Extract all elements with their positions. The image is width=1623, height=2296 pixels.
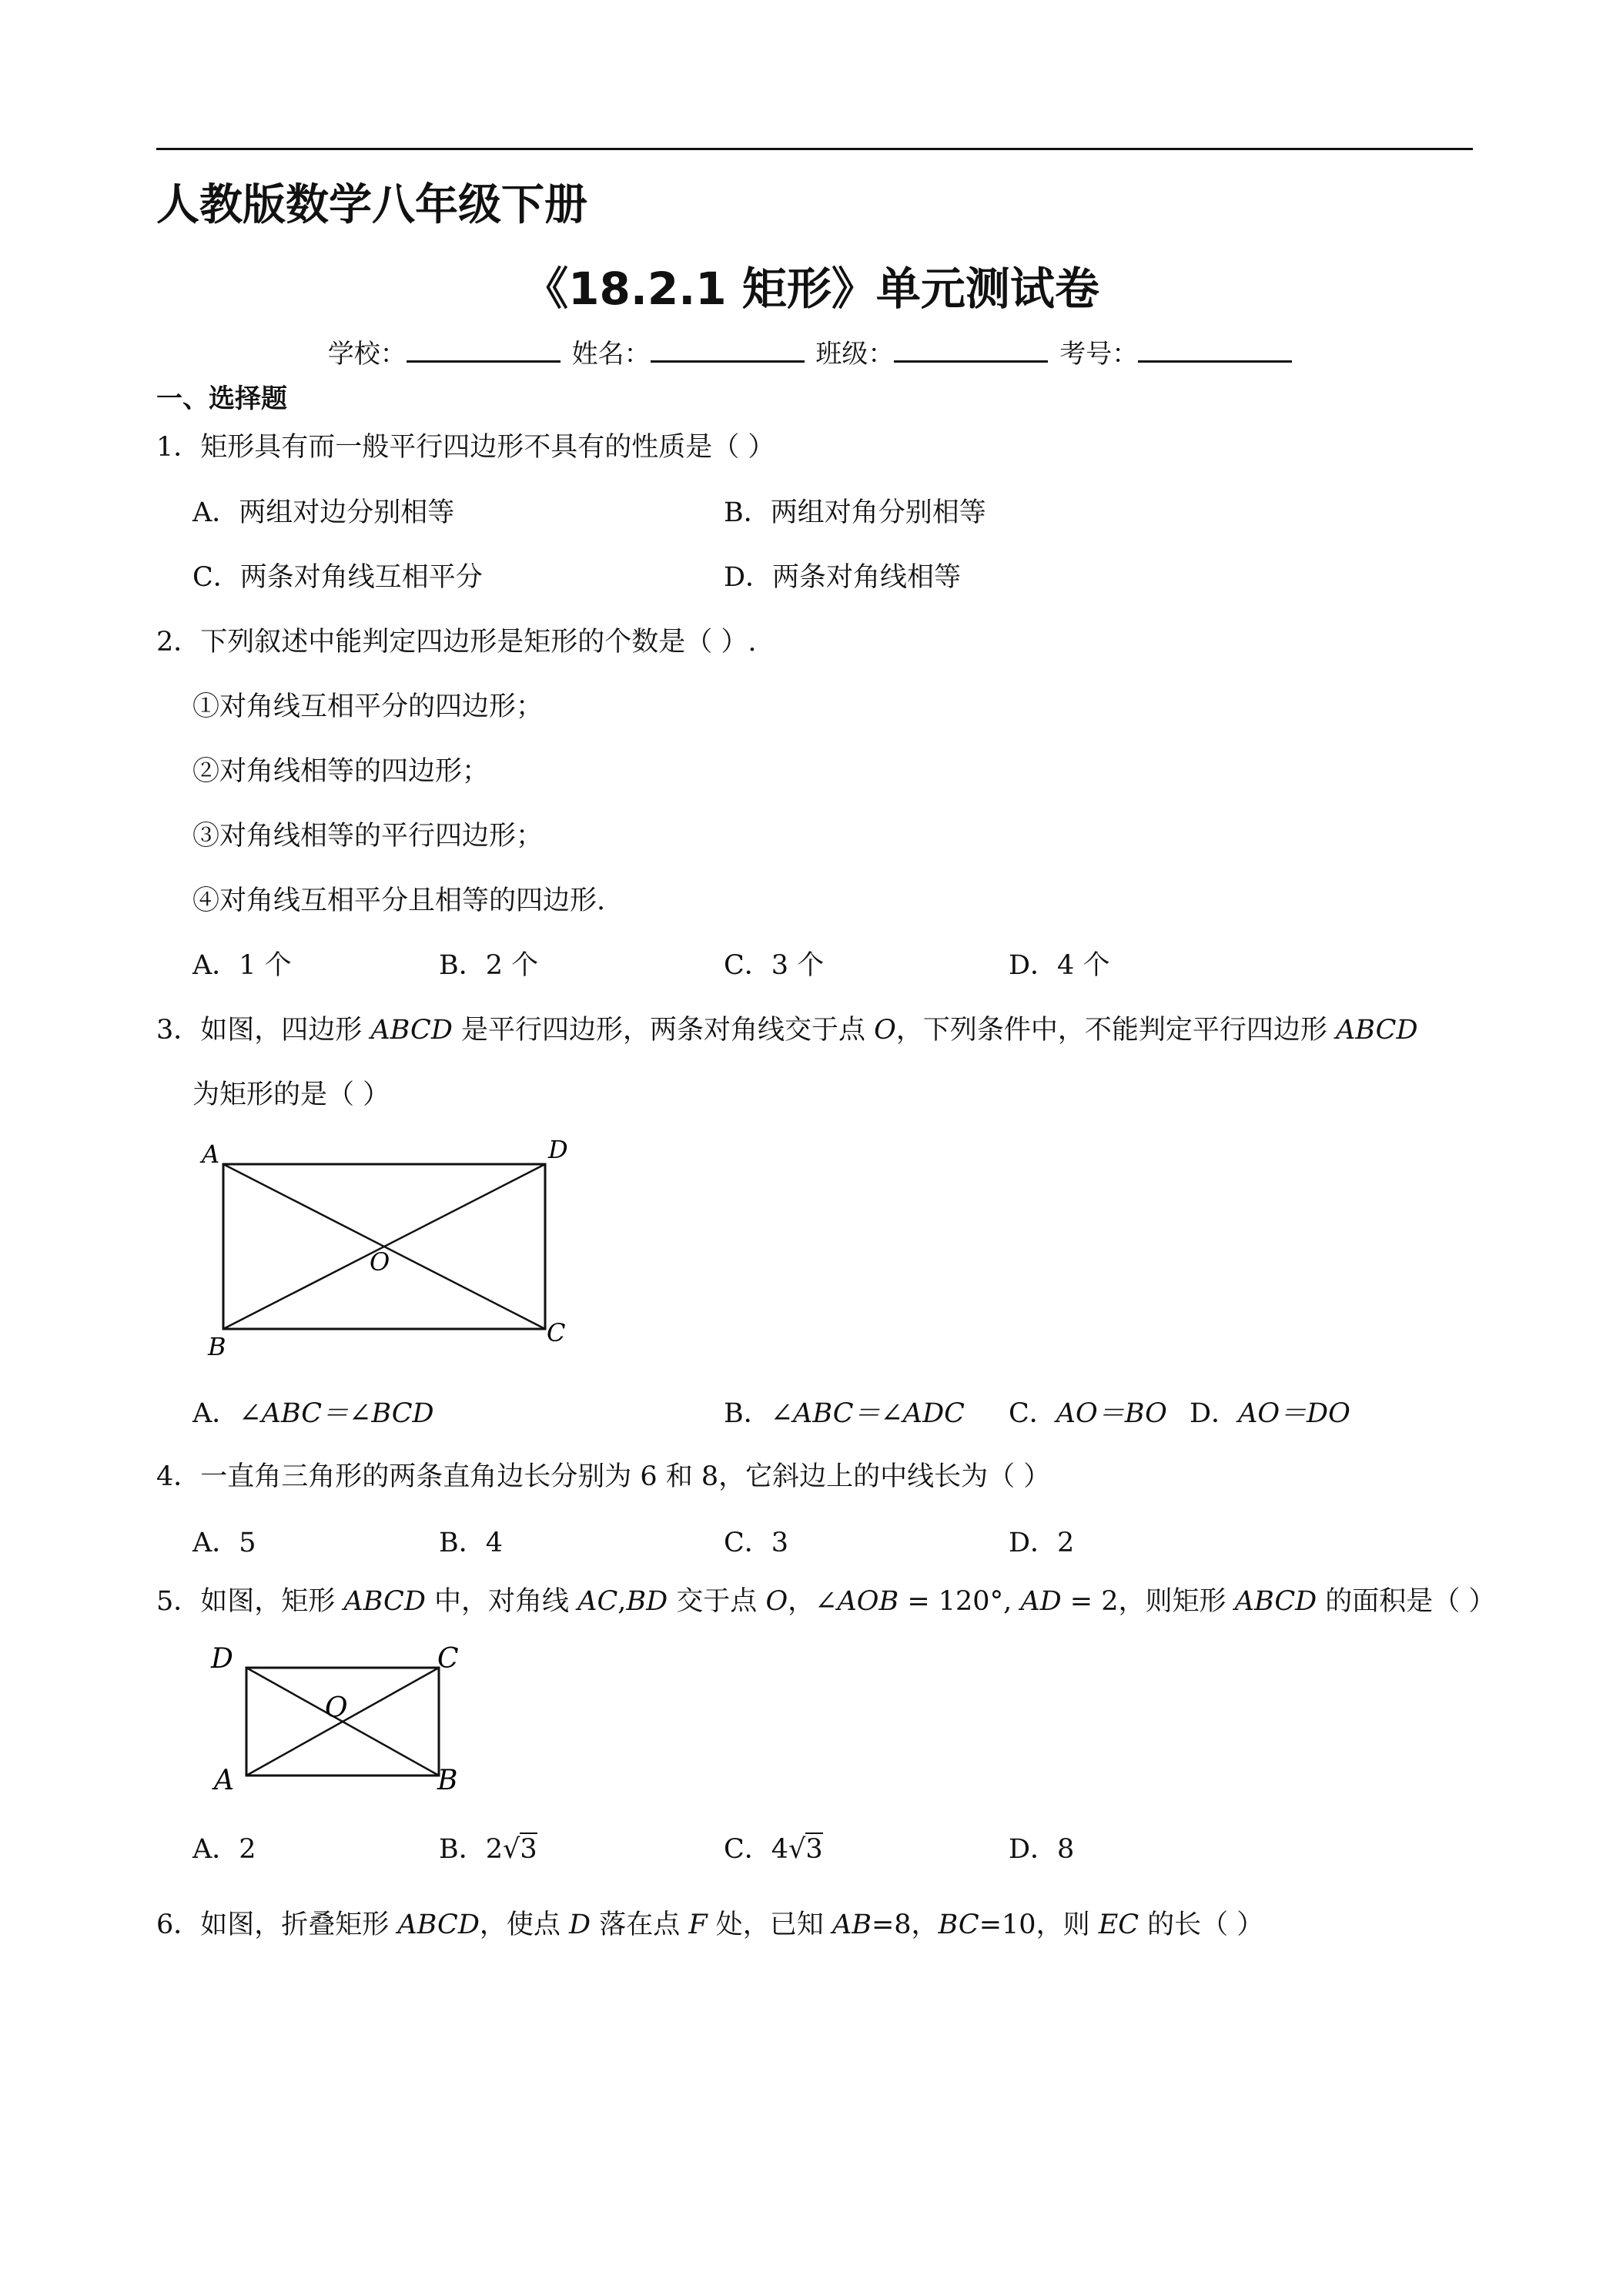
q3-label-d: D [548, 1135, 568, 1164]
q4-option-a[interactable]: A．5 [192, 1528, 256, 1558]
class-label: 班级： [815, 339, 895, 370]
class-blank[interactable] [894, 337, 1048, 363]
q5-label-a: A [214, 1765, 234, 1796]
q3-option-a[interactable]: A．∠ABC＝∠BCD [192, 1398, 434, 1429]
q2-stem: 2．下列叙述中能判定四边形是矩形的个数是（ ）. [156, 627, 757, 658]
q4-option-b[interactable]: B．4 [439, 1528, 503, 1558]
exam-number-blank[interactable] [1138, 337, 1292, 363]
name-blank[interactable] [651, 337, 805, 363]
q1-option-b[interactable]: B．两组对角分别相等 [724, 497, 986, 528]
q5-label-b: B [437, 1765, 458, 1796]
book-title: 人教版数学八年级下册 [156, 180, 587, 230]
q1-option-a[interactable]: A．两组对边分别相等 [192, 497, 455, 528]
school-blank[interactable] [407, 337, 561, 363]
q3-option-b[interactable]: B．∠ABC＝∠ADC [724, 1398, 965, 1429]
name-label: 姓名： [571, 339, 651, 370]
q1-stem: 1．矩形具有而一般平行四边形不具有的性质是（ ） [156, 432, 775, 463]
q4-option-c[interactable]: C．3 [724, 1528, 789, 1558]
q5-figure [200, 1632, 485, 1802]
q2-option-c[interactable]: C．3 个 [724, 950, 825, 981]
school-label: 学校： [327, 339, 407, 370]
q6-stem: 6．如图，折叠矩形 ABCD，使点 D 落在点 F 处，已知 AB=8，BC=10，则 EC 的长（ ） [156, 1909, 1264, 1940]
q5-option-b[interactable]: B．2√3 [439, 1834, 537, 1865]
page-title: 《18.2.1 矩形》单元测试卷 [524, 263, 1099, 315]
q2-item-2: ②对角线相等的四边形； [192, 756, 490, 787]
q2-option-a[interactable]: A．1 个 [192, 950, 292, 981]
q5-option-a[interactable]: A．2 [192, 1834, 256, 1865]
q3-stem: 3．如图，四边形 ABCD 是平行四边形，两条对角线交于点 O，下列条件中，不能判定平行四边形 ABCD [156, 1015, 1418, 1046]
q3-figure [192, 1132, 593, 1363]
q5-label-o: O [325, 1692, 348, 1724]
q2-option-b[interactable]: B．2 个 [439, 950, 539, 981]
q2-option-d[interactable]: D．4 个 [1009, 950, 1110, 981]
q3-label-b: B [208, 1332, 226, 1361]
section-title: 一、选择题 [156, 383, 287, 414]
q3-label-c: C [547, 1318, 566, 1347]
q1-option-c[interactable]: C．两条对角线互相平分 [192, 562, 483, 593]
header-rule [156, 148, 1473, 150]
q3-option-d[interactable]: D．AO＝DO [1190, 1398, 1350, 1429]
q4-option-d[interactable]: D．2 [1009, 1528, 1075, 1558]
q5-stem: 5．如图，矩形 ABCD 中，对角线 AC,BD 交于点 O，∠AOB = 120°, AD = 2，则矩形 ABCD 的面积是（ ） [156, 1586, 1496, 1617]
q5-option-d[interactable]: D．8 [1009, 1834, 1075, 1865]
student-info-line [0, 333, 1623, 370]
q5-option-c[interactable]: C．4√3 [724, 1834, 823, 1865]
q4-stem: 4．一直角三角形的两条直角边长分别为 6 和 8，它斜边上的中线长为（ ） [156, 1461, 1051, 1492]
q3-label-a: A [202, 1140, 220, 1169]
q5-label-d: D [211, 1643, 233, 1675]
q2-item-1: ①对角线互相平分的四边形； [192, 691, 544, 722]
q3-label-o: O [370, 1247, 390, 1277]
q3-option-c[interactable]: C．AO＝BO [1009, 1398, 1167, 1429]
q5-label-c: C [437, 1643, 459, 1675]
q1-option-d[interactable]: D．两条对角线相等 [724, 562, 962, 593]
q3-stem-line2: 为矩形的是（ ） [192, 1079, 390, 1110]
exam-number-label: 考号： [1059, 339, 1139, 370]
q2-item-4: ④对角线互相平分且相等的四边形. [192, 885, 606, 916]
q2-item-3: ③对角线相等的平行四边形； [192, 821, 544, 852]
